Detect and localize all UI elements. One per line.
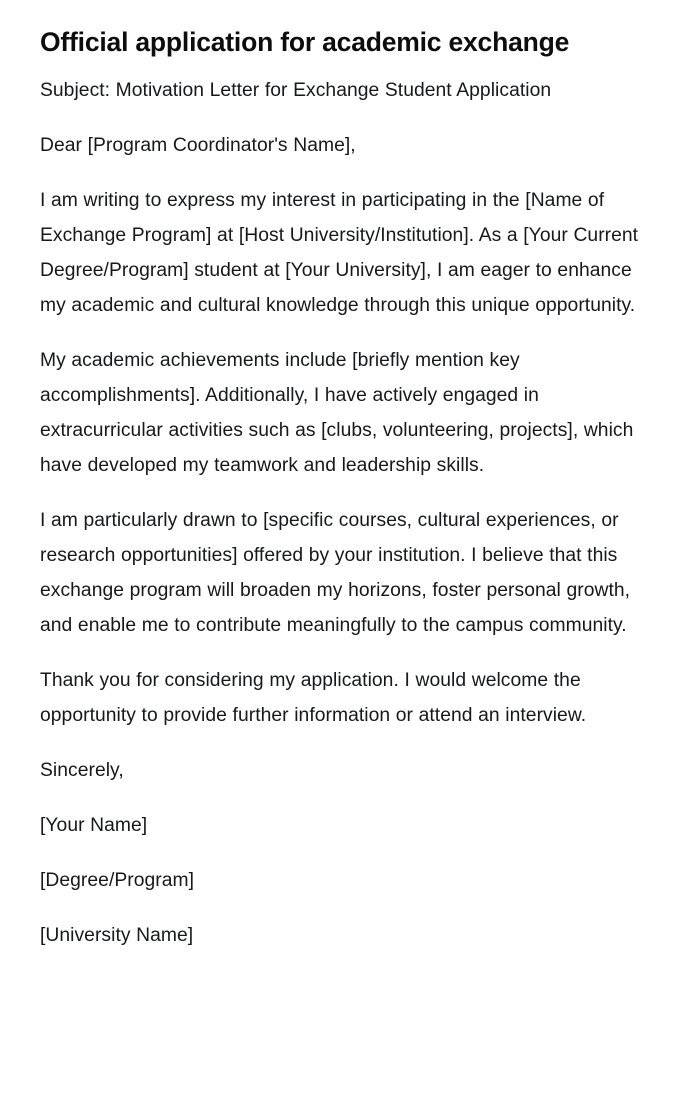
- subject-line: Subject: Motivation Letter for Exchange Student Application: [40, 80, 552, 102]
- body-paragraph-achievements: My academic achievements include [briefly mention key accomplishments]. Additionally, I have actively engaged in extracurricular activities such as [clubs, volunteering, projects], which have developed my teamwork and leadership skills.: [40, 350, 634, 477]
- body-paragraph-intro: I am writing to express my interest in participating in the [Name of Exchange Program] at [Host University/Institution]. As a [Your Current Degree/Program] student at [Your University], I am eager to enhance my academic and cultural knowledge through this unique opportunity.: [40, 190, 639, 317]
- signature-name: [Your Name]: [40, 815, 148, 837]
- signoff: Sincerely,: [40, 760, 124, 782]
- signature-university: [University Name]: [40, 925, 194, 947]
- signature-degree-program: [Degree/Program]: [40, 870, 195, 892]
- salutation: Dear [Program Coordinator's Name],: [40, 135, 356, 157]
- letter-content: [40, 73, 640, 953]
- body-paragraph-closing: Thank you for considering my application. I would welcome the opportunity to provide further information or attend an interview.: [40, 670, 587, 727]
- body-paragraph-motivation: I am particularly drawn to [specific courses, cultural experiences, or research opportunities] offered by your institution. I believe that this exchange program will broaden my horizons, foster personal growth, and enable me to contribute meaningfully to the campus community.: [40, 510, 631, 637]
- page-title: Official application for academic exchange: [40, 27, 570, 57]
